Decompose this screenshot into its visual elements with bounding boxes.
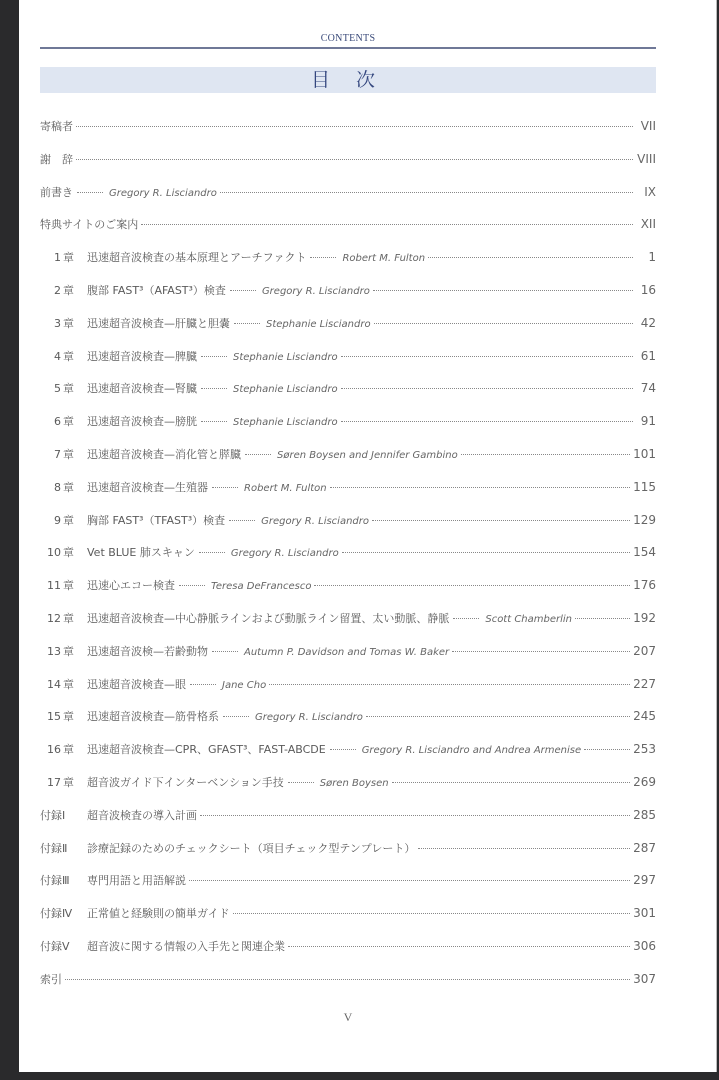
toc-entry-chapter[interactable] bbox=[40, 708, 656, 741]
chapter-page: 176 bbox=[633, 578, 656, 593]
entry-label: 謝 辞 bbox=[40, 152, 73, 166]
toc-entry-chapter[interactable] bbox=[40, 610, 656, 643]
chapter-author: Scott Chamberlin bbox=[485, 613, 573, 625]
chapter-suffix: 章 bbox=[63, 513, 74, 527]
leader-dots bbox=[141, 224, 633, 225]
entry-page: IX bbox=[644, 184, 656, 199]
chapter-page: 101 bbox=[633, 446, 656, 461]
chapter-page: 1 bbox=[648, 250, 656, 265]
header-rule bbox=[40, 47, 656, 49]
leader-dots bbox=[288, 782, 314, 783]
chapter-title: 超音波ガイド下インターベンション手技 bbox=[87, 775, 284, 789]
chapter-page: 245 bbox=[633, 709, 656, 724]
chapter-title: 迅速超音波検—若齢動物 bbox=[87, 644, 208, 658]
chapter-suffix: 章 bbox=[63, 349, 74, 363]
leader-dots bbox=[76, 126, 633, 127]
chapter-suffix: 章 bbox=[63, 743, 74, 757]
chapter-page: 74 bbox=[640, 381, 656, 396]
chapter-page: 192 bbox=[633, 610, 656, 625]
leader-dots bbox=[341, 388, 633, 389]
chapter-author: Søren Boysen bbox=[319, 777, 389, 789]
leader-dots bbox=[223, 716, 249, 717]
chapter-title: 迅速超音波検査—生殖器 bbox=[87, 480, 208, 494]
appendix-title: 超音波検査の導入計画 bbox=[87, 808, 197, 822]
toc-entry-appendix[interactable] bbox=[40, 872, 656, 905]
leader-dots bbox=[65, 979, 630, 980]
appendix-title: 超音波に関する情報の入手先と関連企業 bbox=[87, 939, 285, 953]
chapter-number: 3 bbox=[54, 316, 61, 330]
chapter-title: 腹部 FAST³（AFAST³）検査 bbox=[87, 283, 226, 297]
leader-dots bbox=[453, 618, 479, 619]
toc-entry-front[interactable] bbox=[40, 118, 656, 151]
chapter-page: 61 bbox=[640, 348, 656, 363]
toc-entry-chapter[interactable] bbox=[40, 380, 656, 413]
leader-dots bbox=[314, 585, 630, 586]
index-label: 索引 bbox=[40, 972, 62, 986]
appendix-label: 付録Ⅲ bbox=[40, 874, 70, 888]
chapter-number: 16 bbox=[47, 743, 61, 757]
chapter-suffix: 章 bbox=[63, 775, 74, 789]
leader-dots bbox=[330, 487, 630, 488]
entry-label: 寄稿者 bbox=[40, 120, 73, 133]
chapter-author: Robert M. Fulton bbox=[244, 482, 327, 494]
leader-dots bbox=[452, 651, 630, 652]
leader-dots bbox=[201, 388, 227, 389]
page-number: V bbox=[343, 1010, 353, 1024]
leader-dots bbox=[220, 192, 633, 193]
leader-dots bbox=[342, 552, 630, 553]
chapter-number: 4 bbox=[54, 349, 61, 363]
appendix-page: 306 bbox=[633, 938, 656, 953]
appendix-title: 診療記録のためのチェックシート（項目チェック型テンプレート） bbox=[87, 841, 416, 855]
chapter-suffix: 章 bbox=[63, 546, 74, 560]
chapter-suffix: 章 bbox=[63, 447, 74, 461]
leader-dots bbox=[584, 749, 630, 750]
chapter-title: 迅速超音波検査—眼 bbox=[87, 677, 186, 691]
toc-entry-chapter[interactable] bbox=[40, 774, 656, 807]
chapter-title: 迅速心エコー検査 bbox=[87, 579, 175, 593]
leader-dots bbox=[461, 454, 630, 455]
toc-entry-front[interactable] bbox=[40, 216, 656, 249]
chapter-number: 7 bbox=[54, 447, 61, 461]
toc-entry-appendix[interactable] bbox=[40, 905, 656, 938]
chapter-title: 胸部 FAST³（TFAST³）検査 bbox=[87, 513, 226, 527]
leader-dots bbox=[233, 913, 630, 914]
chapter-suffix: 章 bbox=[63, 283, 74, 297]
chapter-suffix: 章 bbox=[63, 480, 74, 494]
chapter-suffix: 章 bbox=[63, 415, 74, 429]
toc-entry-chapter[interactable] bbox=[40, 544, 656, 577]
chapter-number: 6 bbox=[54, 415, 61, 429]
appendix-label: 付録Ⅴ bbox=[40, 939, 70, 953]
appendix-title: 正常値と経験則の簡単ガイド bbox=[87, 907, 230, 921]
chapter-number: 11 bbox=[47, 579, 61, 593]
leader-dots bbox=[428, 257, 633, 258]
chapter-number: 2 bbox=[54, 283, 61, 297]
table-of-contents bbox=[40, 118, 656, 1004]
leader-dots bbox=[229, 520, 255, 521]
chapter-author: Stephanie Lisciandro bbox=[233, 417, 338, 429]
leader-dots bbox=[234, 323, 260, 324]
leader-dots bbox=[341, 421, 633, 422]
chapter-suffix: 章 bbox=[63, 382, 74, 396]
chapter-author: Gregory R. Lisciandro and Andrea Armenise bbox=[361, 745, 582, 757]
chapter-number: 12 bbox=[47, 611, 61, 625]
leader-dots bbox=[310, 257, 336, 258]
chapter-author: Stephanie Lisciandro bbox=[266, 318, 371, 330]
leader-dots bbox=[269, 684, 630, 685]
chapter-title: 迅速超音波検査—膀胱 bbox=[87, 415, 197, 429]
leader-dots bbox=[190, 684, 216, 685]
chapter-suffix: 章 bbox=[63, 611, 74, 625]
toc-entry-front[interactable] bbox=[40, 151, 656, 184]
chapter-number: 9 bbox=[54, 513, 61, 527]
toc-entry-chapter[interactable] bbox=[40, 512, 656, 545]
chapter-number: 8 bbox=[54, 480, 61, 494]
chapter-author: Teresa DeFrancesco bbox=[211, 581, 312, 593]
leader-dots bbox=[212, 651, 238, 652]
chapter-title: 迅速超音波検査の基本原理とアーチファクト bbox=[87, 251, 307, 265]
leader-dots bbox=[179, 585, 205, 586]
leader-dots bbox=[575, 618, 630, 619]
chapter-number: 15 bbox=[47, 710, 61, 724]
chapter-suffix: 章 bbox=[63, 579, 74, 593]
chapter-number: 14 bbox=[47, 677, 61, 691]
leader-dots bbox=[201, 421, 227, 422]
toc-entry-chapter[interactable] bbox=[40, 282, 656, 315]
chapter-number: 13 bbox=[47, 644, 61, 658]
chapter-author: Gregory R. Lisciandro bbox=[230, 548, 339, 560]
chapter-author: Autumn P. Davidson and Tomas W. Baker bbox=[244, 646, 450, 658]
appendix-page: 297 bbox=[633, 873, 656, 888]
leader-dots bbox=[245, 454, 271, 455]
chapter-author: Søren Boysen and Jennifer Gambino bbox=[277, 449, 458, 461]
chapter-author: Gregory R. Lisciandro bbox=[261, 515, 369, 527]
leader-dots bbox=[77, 192, 103, 193]
index-page: 307 bbox=[633, 971, 656, 986]
leader-dots bbox=[230, 290, 256, 291]
leader-dots bbox=[392, 782, 631, 783]
chapter-page: 91 bbox=[640, 414, 656, 429]
leader-dots bbox=[200, 815, 630, 816]
chapter-page: 253 bbox=[633, 742, 656, 757]
chapter-author: Gregory R. Lisciandro bbox=[255, 712, 363, 724]
toc-entry-chapter[interactable] bbox=[40, 643, 656, 676]
chapter-title: 迅速超音波検査—消化管と膵臓 bbox=[87, 447, 241, 461]
leader-dots bbox=[373, 290, 633, 291]
toc-entry-chapter[interactable] bbox=[40, 577, 656, 610]
entry-author: Gregory R. Lisciandro bbox=[109, 187, 217, 199]
leader-dots bbox=[341, 356, 633, 357]
chapter-page: 129 bbox=[633, 512, 656, 527]
leader-dots bbox=[212, 487, 238, 488]
entry-page: XII bbox=[640, 217, 656, 232]
chapter-suffix: 章 bbox=[63, 251, 74, 265]
appendix-label: 付録Ⅰ bbox=[40, 808, 66, 822]
chapter-title: 迅速超音波検査—腎臓 bbox=[87, 382, 197, 396]
chapter-title: 迅速超音波検査—脾臓 bbox=[87, 349, 197, 363]
chapter-page: 269 bbox=[633, 774, 656, 789]
chapter-suffix: 章 bbox=[63, 710, 74, 724]
leader-dots bbox=[288, 946, 630, 947]
title-band bbox=[40, 67, 656, 93]
running-header: CONTENTS bbox=[320, 33, 376, 44]
leader-dots bbox=[76, 159, 633, 160]
chapter-author: Robert M. Fulton bbox=[342, 253, 426, 265]
chapter-page: 115 bbox=[633, 479, 656, 494]
entry-label: 特典サイトのご案内 bbox=[40, 218, 139, 232]
chapter-title: 迅速超音波検査—筋骨格系 bbox=[87, 710, 219, 724]
entry-page: VIII bbox=[637, 151, 656, 166]
toc-entry-front[interactable] bbox=[40, 184, 656, 217]
entry-page: VII bbox=[640, 119, 656, 133]
appendix-label: 付録Ⅱ bbox=[40, 841, 68, 855]
chapter-suffix: 章 bbox=[63, 644, 74, 658]
chapter-author: Gregory R. Lisciandro bbox=[261, 285, 370, 297]
leader-dots bbox=[201, 356, 227, 357]
chapter-title: Vet BLUE 肺スキャン bbox=[87, 546, 195, 560]
chapter-suffix: 章 bbox=[63, 677, 74, 691]
chapter-title: 迅速超音波検査—肝臓と胆嚢 bbox=[87, 316, 230, 330]
page-title: 目 次 bbox=[310, 69, 386, 91]
chapter-number: 1 bbox=[54, 251, 61, 265]
toc-entry-chapter[interactable] bbox=[40, 249, 656, 282]
appendix-label: 付録Ⅳ bbox=[40, 907, 73, 921]
entry-label: 前書き bbox=[40, 185, 73, 199]
appendix-page: 287 bbox=[633, 840, 656, 855]
toc-entry-index[interactable] bbox=[40, 971, 656, 1004]
chapter-title: 迅速超音波検査—中心静脈ラインおよび動脈ライン留置、太い動脈、静脈 bbox=[87, 611, 450, 625]
chapter-number: 10 bbox=[47, 546, 61, 560]
chapter-page: 16 bbox=[640, 282, 656, 297]
toc-entry-appendix[interactable] bbox=[40, 840, 656, 873]
chapter-author: Stephanie Lisciandro bbox=[233, 351, 338, 363]
toc-entry-chapter[interactable] bbox=[40, 479, 656, 512]
toc-entry-chapter[interactable] bbox=[40, 741, 656, 774]
leader-dots bbox=[366, 716, 630, 717]
leader-dots bbox=[374, 323, 633, 324]
chapter-page: 154 bbox=[633, 545, 656, 560]
appendix-page: 285 bbox=[633, 807, 656, 822]
leader-dots bbox=[199, 552, 225, 553]
toc-entry-chapter[interactable] bbox=[40, 315, 656, 348]
chapter-author: Stephanie Lisciandro bbox=[233, 384, 338, 396]
document-page bbox=[19, 0, 717, 1072]
toc-entry-appendix[interactable] bbox=[40, 807, 656, 840]
toc-entry-chapter[interactable] bbox=[40, 676, 656, 709]
leader-dots bbox=[418, 848, 630, 849]
chapter-page: 207 bbox=[633, 643, 656, 658]
chapter-number: 5 bbox=[54, 382, 61, 396]
chapter-suffix: 章 bbox=[63, 316, 74, 330]
appendix-page: 301 bbox=[633, 906, 656, 921]
chapter-number: 17 bbox=[47, 775, 61, 789]
toc-entry-chapter[interactable] bbox=[40, 446, 656, 479]
leader-dots bbox=[372, 520, 630, 521]
chapter-page: 227 bbox=[633, 676, 656, 691]
chapter-page: 42 bbox=[640, 315, 656, 330]
appendix-title: 専門用語と用語解説 bbox=[87, 874, 186, 888]
chapter-author: Jane Cho bbox=[222, 679, 267, 691]
toc-entry-chapter[interactable] bbox=[40, 413, 656, 446]
toc-entry-appendix[interactable] bbox=[40, 938, 656, 971]
toc-entry-chapter[interactable] bbox=[40, 348, 656, 381]
leader-dots bbox=[330, 749, 356, 750]
chapter-title: 迅速超音波検査—CPR、GFAST³、FAST-ABCDE bbox=[87, 743, 326, 757]
leader-dots bbox=[189, 880, 630, 881]
